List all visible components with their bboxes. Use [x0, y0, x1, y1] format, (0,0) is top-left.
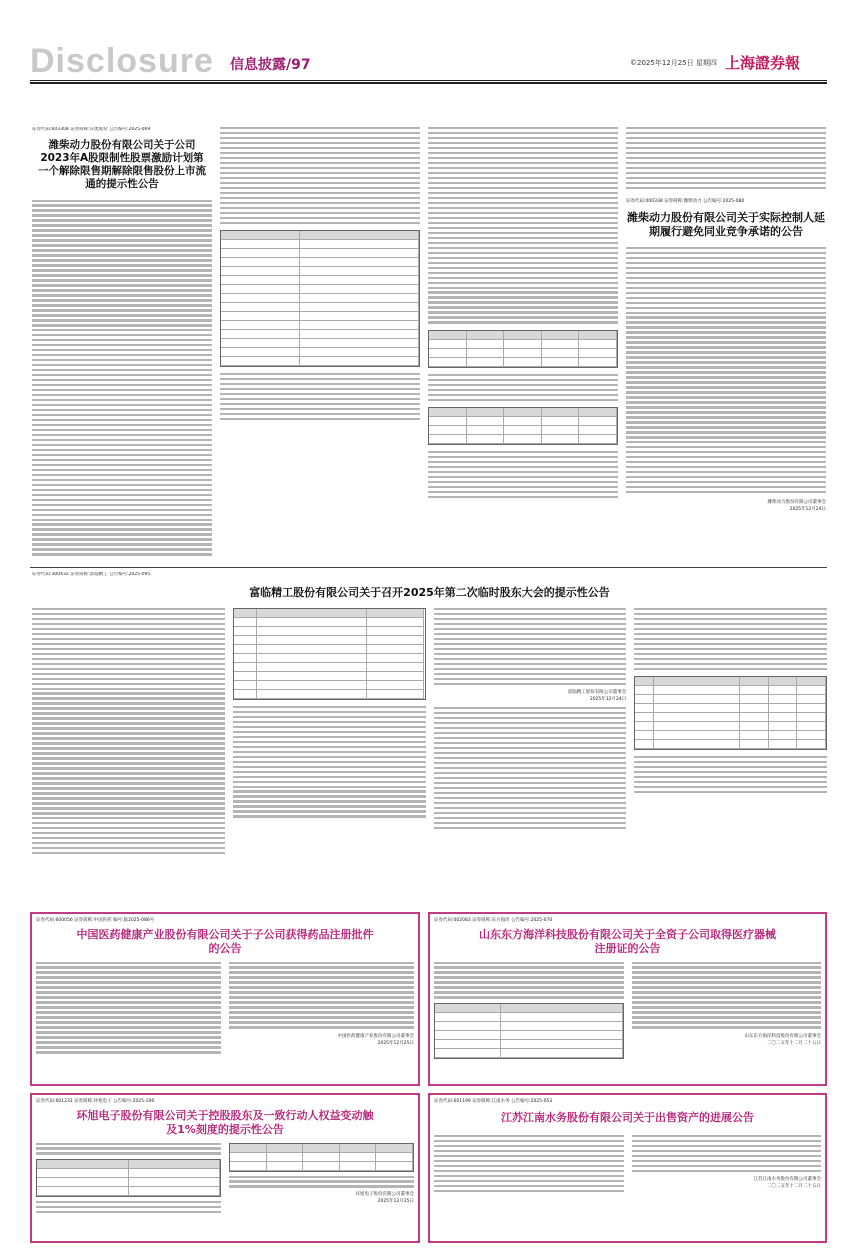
notice-usi-equity: [30, 1093, 420, 1243]
notice-fulin-meeting: [32, 572, 827, 890]
notice-body-col2: [233, 608, 426, 855]
notice-signature: 富临精工股份有限公司董事会 2025年12月24日: [567, 689, 627, 702]
notice-title: 富临精工股份有限公司关于召开2025年第二次临时股东大会的提示性公告: [249, 586, 610, 599]
notice-body-col3: [434, 608, 627, 855]
notice-signature: 中国医药健康产业股份有限公司董事会 2025年12月25日: [337, 1033, 414, 1046]
data-table: [220, 230, 420, 367]
notice-title: 环旭电子股份有限公司关于控股股东及一致行动人权益变动触及1%刻度的提示性公告: [76, 1109, 374, 1136]
notice-title: 潍柴动力股份有限公司关于公司2023年A股限制性股票激励计划第一个解除限售期解除限售股份上市流通的提示性公告: [38, 139, 206, 191]
registration-table: [434, 1003, 624, 1059]
page-number: /97: [286, 57, 311, 73]
masthead-rule-thick: [30, 82, 827, 84]
notice-weichai-commitment: [626, 127, 826, 557]
notice-weichai-incentive: [32, 127, 212, 557]
newspaper-logo: 上海證券報: [725, 54, 801, 72]
section-divider: [30, 567, 827, 568]
section-title: [230, 54, 311, 74]
notice-body: [32, 200, 212, 558]
notice-weichai-incentive-continued: [220, 127, 420, 557]
notice-code: 证券代码:300432 证券简称:富临精工 公告编号:2025-095: [32, 572, 151, 577]
notice-signature: 山东东方海洋科技股份有限公司董事会 二〇二五年十二月二十五日: [744, 1033, 821, 1046]
notice-body: [626, 247, 826, 494]
masthead-brand-word: Disclosure: [30, 42, 214, 80]
notice-title: 潍柴动力股份有限公司关于实际控制人延期履行避免同业竞争承诺的公告: [627, 211, 825, 238]
shareholding-table: [229, 1143, 414, 1172]
equity-table: [36, 1159, 221, 1197]
notice-title: 江苏江南水务股份有限公司关于出售资产的进展公告: [501, 1111, 754, 1124]
notice-title: 中国医药健康产业股份有限公司关于子公司获得药品注册批件的公告: [76, 928, 374, 955]
notice-meheco-drug: [30, 912, 420, 1086]
masthead-rule: [30, 80, 827, 81]
issue-date: ©2025年12月25日 星期四: [630, 59, 717, 67]
notice-jiangnan-water: [428, 1093, 827, 1243]
notice-weichai-incentive-continued-2: [428, 127, 618, 557]
notice-body-col4: [634, 608, 827, 855]
notice-code: 证券代码:603308 证券简称:应流股份 公告编号:2025-069: [32, 127, 151, 132]
notice-code: 证券代码:000338 证券简称:潍柴动力 公告编号:2025-080: [626, 199, 745, 205]
notice-code: 证券代码:601199 证券简称:江南水务 公告编号:2025-053: [434, 1099, 553, 1104]
notice-signature: 江苏江南水务股份有限公司董事会 二〇二五年十二月二十五日: [753, 1177, 821, 1190]
masthead: [30, 44, 827, 78]
notice-code: 证券代码:601231 证券简称:环旭电子 公告编号:2025-106: [36, 1099, 155, 1104]
notice-signature: 潍柴动力股份有限公司董事会 2025年12月24日: [767, 500, 826, 513]
notice-title: 山东东方海洋科技股份有限公司关于全资子公司取得医疗器械注册证的公告: [479, 928, 776, 955]
notice-body-col1: [32, 608, 225, 855]
proposal-table: [233, 608, 426, 700]
proxy-form-table: [634, 676, 827, 750]
notice-code: 证券代码:600056 证券简称:中国医药 编号:临2025-086号: [36, 918, 155, 923]
data-table: [428, 330, 618, 368]
notice-code: 证券代码:002083 证券简称:东方海洋 公告编号:2025-070: [434, 918, 553, 923]
notice-dongfang-ocean: [428, 912, 827, 1086]
data-table-2: [428, 407, 618, 445]
notice-signature: 环旭电子股份有限公司董事会 2025年12月25日: [355, 1191, 414, 1204]
section-name: 信息披露: [230, 57, 286, 73]
